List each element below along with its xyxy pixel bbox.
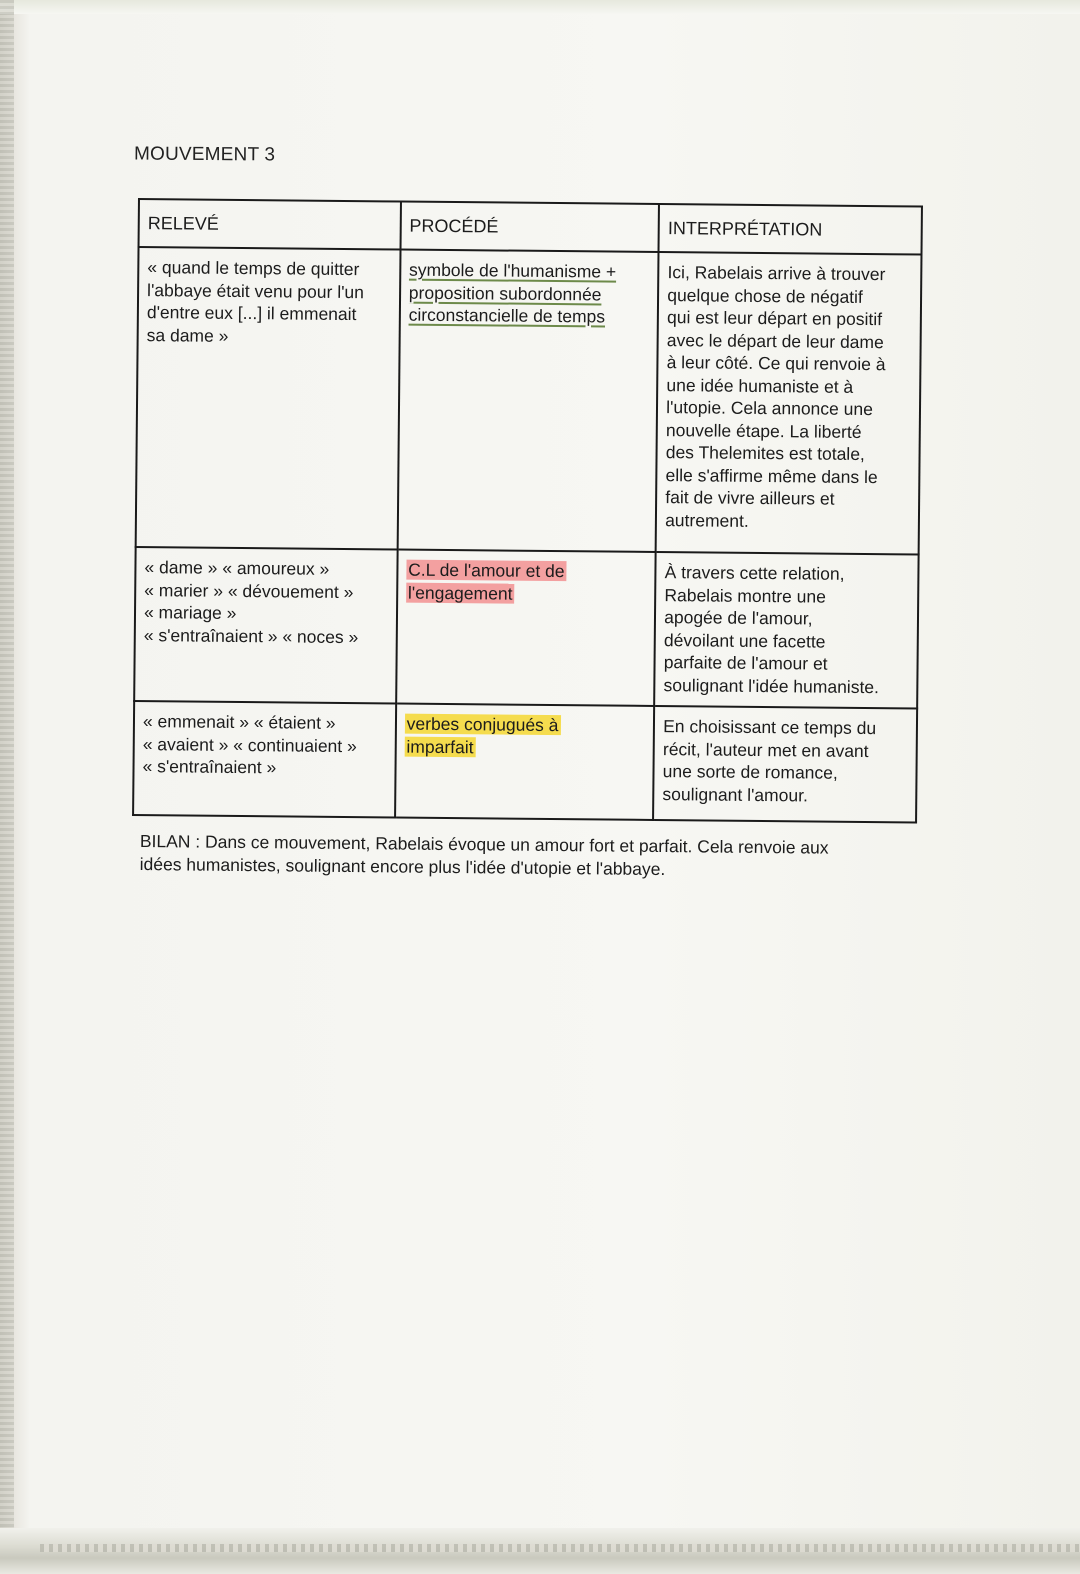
page-title: MOUVEMENT 3 — [133, 143, 276, 166]
highlight-yellow: verbes conjugués à — [406, 713, 559, 736]
cell-interpretation — [653, 706, 917, 823]
cell-line: à leur côté. Ce qui renvoie à — [666, 352, 886, 375]
underlined-line: symbole de l'humanisme + — [408, 259, 617, 282]
highlight-yellow: imparfait — [406, 736, 474, 757]
cell-line: récit, l'auteur met en avant — [662, 738, 869, 761]
cell-line: d'entre eux [...] il emmenait — [146, 302, 357, 325]
cell-line: autrement. — [665, 509, 749, 531]
cell-procede — [397, 250, 658, 552]
cell-line: quelque chose de négatif — [667, 284, 863, 307]
cell-line: « marier » « dévouement » — [144, 579, 354, 602]
table-row — [136, 247, 922, 555]
cell-line: une idée humaniste et à — [666, 374, 854, 397]
table-row — [134, 547, 918, 709]
cell-line: Ici, Rabelais arrive à trouver — [667, 262, 886, 285]
header-interpretation: INTERPRÉTATION — [659, 204, 922, 255]
analysis-table — [132, 198, 923, 824]
cell-line: « s'entraînaient » « noces » — [143, 624, 359, 647]
cell-releve — [133, 701, 396, 818]
cell-line: « s'entraînaient » — [142, 756, 277, 778]
cell-line: qui est leur départ en positif — [666, 307, 883, 330]
cell-line: soulignant l'amour. — [662, 783, 808, 805]
highlight-red: C.L de l'amour et de — [408, 559, 565, 582]
cell-line: « avaient » « continuaient » — [142, 733, 357, 756]
cell-line: soulignant l'idée humaniste. — [663, 674, 880, 697]
cell-line: dévoilant une facette — [663, 629, 826, 652]
table-header-row — [139, 199, 922, 255]
cell-interpretation — [656, 252, 922, 555]
cell-line — [405, 713, 648, 738]
cell-line — [406, 559, 649, 584]
cell-procede — [396, 550, 656, 706]
cell-line: parfaite de l'amour et — [663, 652, 828, 674]
cell-line: des Thelemites est totale, — [665, 442, 865, 464]
cell-line: sa dame » — [146, 324, 229, 346]
bilan-line: BILAN : Dans ce mouvement, Rabelais évoque un amour fort et parfait. Cela renvoie aux — [139, 830, 829, 858]
cell-line: « dame » « amoureux » — [144, 557, 330, 579]
cell-line: « quand le temps de quitter — [147, 257, 360, 280]
underlined-line: circonstancielle de temps — [408, 304, 606, 327]
cell-line: avec le départ de leur dame — [666, 329, 884, 352]
cell-procede — [395, 703, 655, 819]
cell-line: « emmenait » « étaient » — [142, 711, 336, 733]
cell-line — [406, 581, 649, 606]
bilan-paragraph — [140, 830, 920, 883]
bilan-line: idées humanistes, soulignant encore plus l'idée d'utopie et l'abbaye. — [139, 853, 666, 880]
cell-line: l'abbaye était venu pour l'un — [147, 279, 365, 302]
cell-line: une sorte de romance, — [662, 761, 838, 783]
cell-line: elle s'affirme même dans le — [665, 464, 878, 487]
cell-line: fait de vivre ailleurs et — [665, 487, 835, 509]
header-releve: RELEVÉ — [139, 199, 401, 250]
highlight-red: l'engagement — [407, 582, 513, 604]
cell-line: « mariage » — [143, 602, 237, 623]
cell-line: Rabelais montre une — [664, 584, 826, 607]
cell-interpretation — [654, 552, 918, 709]
cell-line: nouvelle étape. La liberté — [665, 419, 862, 442]
cell-releve — [136, 247, 401, 549]
underlined-line: proposition subordonnée — [408, 282, 602, 304]
table-row — [133, 701, 917, 823]
cell-releve — [134, 547, 397, 704]
cell-line: En choisissant ce temps du — [663, 716, 877, 739]
cell-line: À travers cette relation, — [664, 562, 845, 584]
cell-line: apogée de l'amour, — [664, 607, 813, 629]
header-procede: PROCÉDÉ — [400, 202, 659, 252]
cell-line — [404, 735, 647, 760]
cell-line: l'utopie. Cela annonce une — [666, 397, 873, 420]
